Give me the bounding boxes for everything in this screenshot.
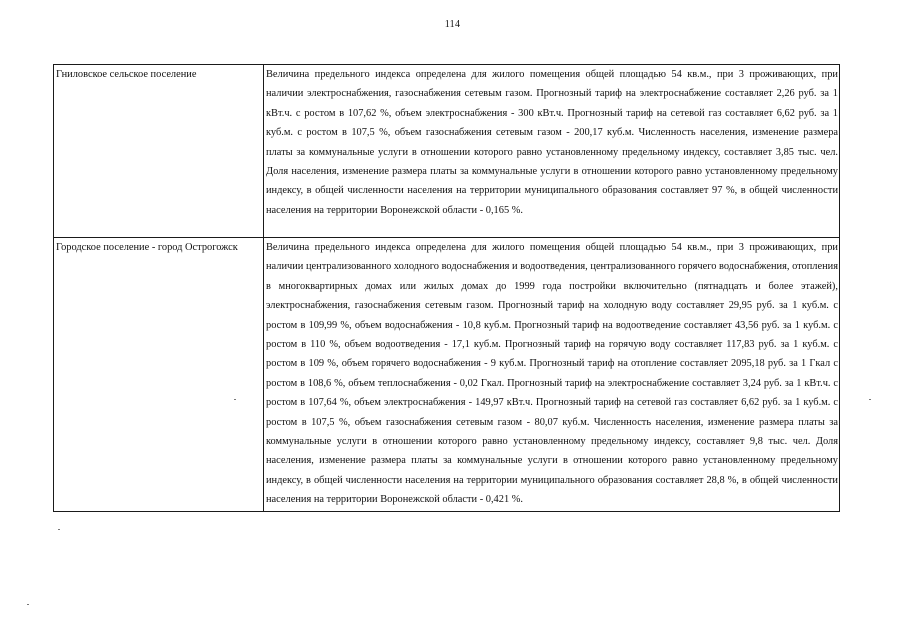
description-cell xyxy=(264,65,840,238)
table-row xyxy=(54,65,840,238)
scan-speck xyxy=(58,529,60,530)
scan-speck xyxy=(234,399,236,400)
description-cell xyxy=(264,238,840,512)
municipality-name: Городское поселение - город Острогожск xyxy=(56,242,238,253)
page-number: 114 xyxy=(444,19,461,30)
description-text: Величина предельного индекса определена для жилого помещения общей площадью 54 кв.м., при 3 проживающих, при наличии электроснабжения, газоснабжения сетевым газом. Прогнозный тариф на электроснабжение составляет 2,26 руб. за 1 кВт.ч. с ростом в 107,62 %, объем электроснабжения - 300 кВт.ч. Прогнозный тариф на сетевой газ составляет 6,62 руб. за 1 куб.м. с ростом в 107,5 %, объем газоснабжения сетевым газом - 200,17 куб.м. Численность населения, изменение размера платы за коммунальные услуги в отношении которого равно установленному предельному индексу, составляет 3,85 тыс. чел. Доля населения, изменение размера платы за коммунальные услуги в отношении которого равно установленному предельному индексу, в общей численности населения на территории муниципального образования составляет 97 %, в общей численности населения на территории Воронежской области - 0,165 %. xyxy=(266,69,838,216)
table-row xyxy=(54,238,840,512)
scan-speck xyxy=(869,399,871,400)
municipality-name-cell xyxy=(54,65,264,238)
description-text: Величина предельного индекса определена для жилого помещения общей площадью 54 кв.м., при 3 проживающих, при наличии централизованного холодного водоснабжения и водоотведения, централизованного горячего водоснабжения, отопления в многоквартирных домах или жилых домах до 1999 года постройки включительно (пятнадцать и более этажей), электроснабжения, газоснабжения сетевым газом. Прогнозный тариф на холодную воду составляет 29,95 руб. за 1 куб.м. с ростом в 109,99 %, объем водоснабжения - 10,8 куб.м. Прогнозный тариф на водоотведение составляет 43,56 руб. за 1 куб.м. с ростом в 110 %, объем водоотведения - 17,1 куб.м. Прогнозный тариф на горячую воду составляет 117,83 руб. за 1 куб.м. с ростом в 109 %, объем горячего водоснабжения - 9 куб.м. Прогнозный тариф на отопление составляет 2095,18 руб. за 1 Гкал с ростом в 108,6 %, объем теплоснабжения - 0,02 Гкал. Прогнозный тариф на электроснабжение составляет 3,24 руб. за 1 кВт.ч. с ростом в 107,64 %, объем электроснабжения - 149,97 кВт.ч. Прогнозный тариф на сетевой газ составляет 6,62 руб. за 1 куб.м. с ростом в 107,5 %, объем газоснабжения сетевым газом - 80,07 куб.м. Численность населения, изменение размера платы за коммунальные услуги в отношении которого равно установленному предельному индексу, составляет 9,8 тыс. чел. Доля населения, изменение размера платы за коммунальные услуги в отношении которого равно установленному предельному индексу, в общей численности населения на территории муниципального образования составляет 28,8 %, в общей численности населения на территории Воронежской области - 0,421 %. xyxy=(266,242,838,506)
municipality-name: Гниловское сельское поселение xyxy=(56,69,197,80)
municipality-name-cell xyxy=(54,238,264,512)
scan-speck xyxy=(27,604,29,605)
tariff-index-table xyxy=(53,64,840,512)
